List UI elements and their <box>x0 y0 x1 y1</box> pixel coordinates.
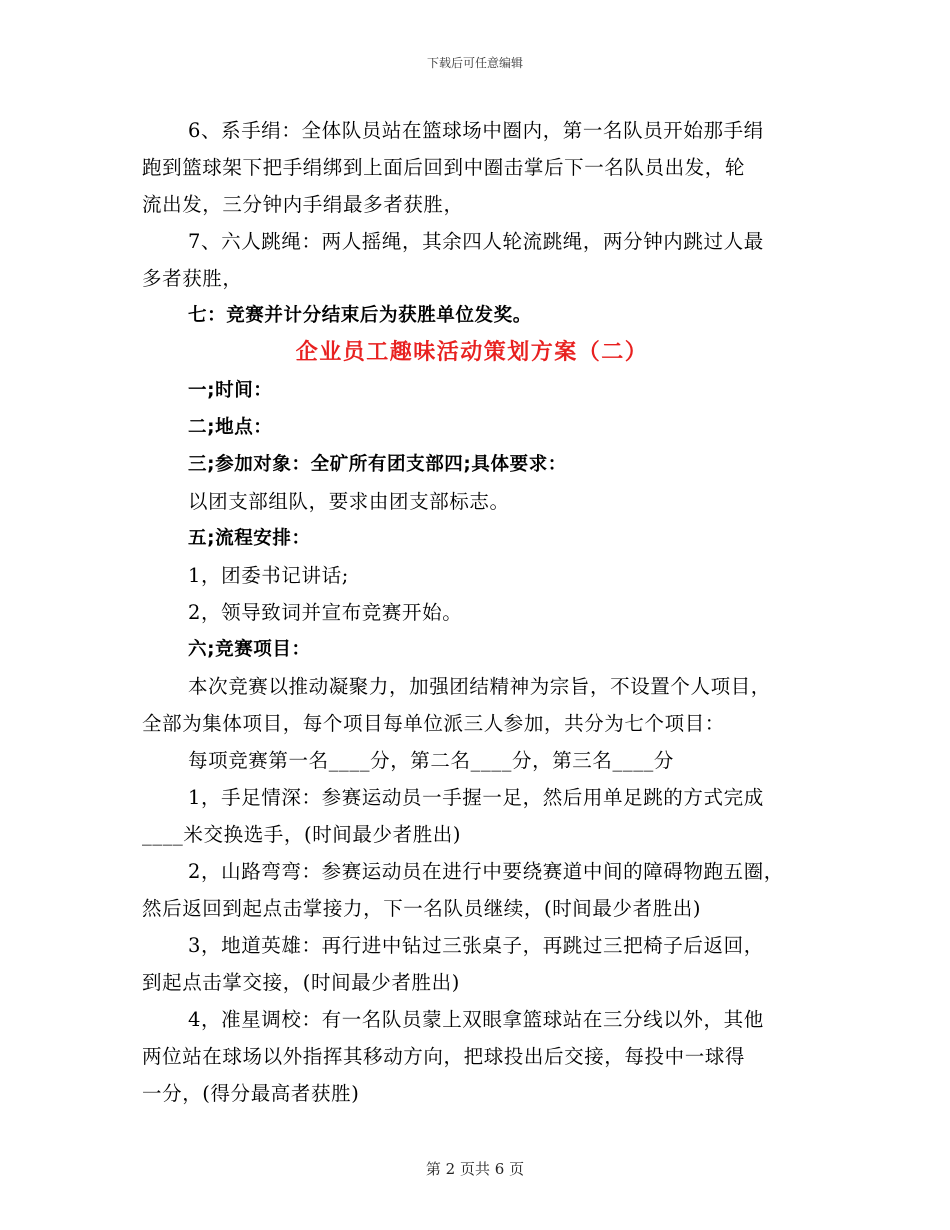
paragraph-line: 2，山路弯弯：参赛运动员在进行中要绕赛道中间的障碍物跑五圈， <box>188 860 784 883</box>
paragraph-line: 3，地道英雄：再行进中钻过三张桌子，再跳过三把椅子后返回， <box>188 934 764 957</box>
section-heading: 三;参加对象：全矿所有团支部四;具体要求： <box>188 454 567 475</box>
paragraph-line: 全部为集体项目，每个项目每单位派三人参加，共分为七个项目： <box>142 712 725 735</box>
paragraph-line: 1，团委书记讲话; <box>188 564 349 587</box>
paragraph-line: 然后返回到起点击掌接力，下一名队员继续，(时间最少者胜出) <box>142 897 702 920</box>
paragraph-line: 一分，(得分最高者获胜) <box>142 1082 360 1105</box>
paragraph-line: 以团支部组队，要求由团支部标志。 <box>188 490 510 513</box>
paragraph-line: 两位站在球场以外指挥其移动方向，把球投出后交接，每投中一球得 <box>142 1045 746 1068</box>
section-heading: 七：竞赛并计分结束后为获胜单位发奖。 <box>188 305 532 326</box>
section-heading: 二;地点： <box>188 417 273 438</box>
document-title: 企业员工趣味活动策划方案（二） <box>295 340 649 365</box>
section-heading: 六;竞赛项目： <box>188 639 311 660</box>
document-body <box>142 112 822 1112</box>
page-header: 下载后可任意编辑 <box>426 56 523 70</box>
paragraph-line: 每项竞赛第一名____分，第二名____分，第三名____分 <box>188 749 674 772</box>
paragraph-line: 7、六人跳绳：两人摇绳，其余四人轮流跳绳，两分钟内跳过人最 <box>188 230 764 253</box>
paragraph-line: 4，准星调校：有一名队员蒙上双眼拿篮球站在三分线以外，其他 <box>188 1008 764 1031</box>
paragraph-line: 到起点击掌交接，(时间最少者胜出) <box>142 971 460 994</box>
section-heading: 五;流程安排： <box>188 528 311 549</box>
paragraph-line: 2，领导致词并宣布竞赛开始。 <box>188 601 463 624</box>
paragraph-line: 流出发，三分钟内手绢最多者获胜， <box>142 193 464 216</box>
paragraph-line: 6、系手绢：全体队员站在篮球场中圈内，第一名队员开始那手绢 <box>188 119 764 142</box>
paragraph-line: 本次竞赛以推动凝聚力，加强团结精神为宗旨，不设置个人项目， <box>188 675 771 698</box>
section-heading: 一;时间： <box>188 380 273 401</box>
paragraph-line: 1，手足情深：参赛运动员一手握一足，然后用单足跳的方式完成 <box>188 786 764 809</box>
paragraph-line: 多者获胜， <box>142 267 243 290</box>
paragraph-line: ____米交换选手，(时间最少者胜出) <box>142 823 462 846</box>
paragraph-line: 跑到篮球架下把手绢绑到上面后回到中圈击掌后下一名队员出发，轮 <box>142 156 746 179</box>
page-footer: 第 2 页共 6 页 <box>425 1160 525 1178</box>
